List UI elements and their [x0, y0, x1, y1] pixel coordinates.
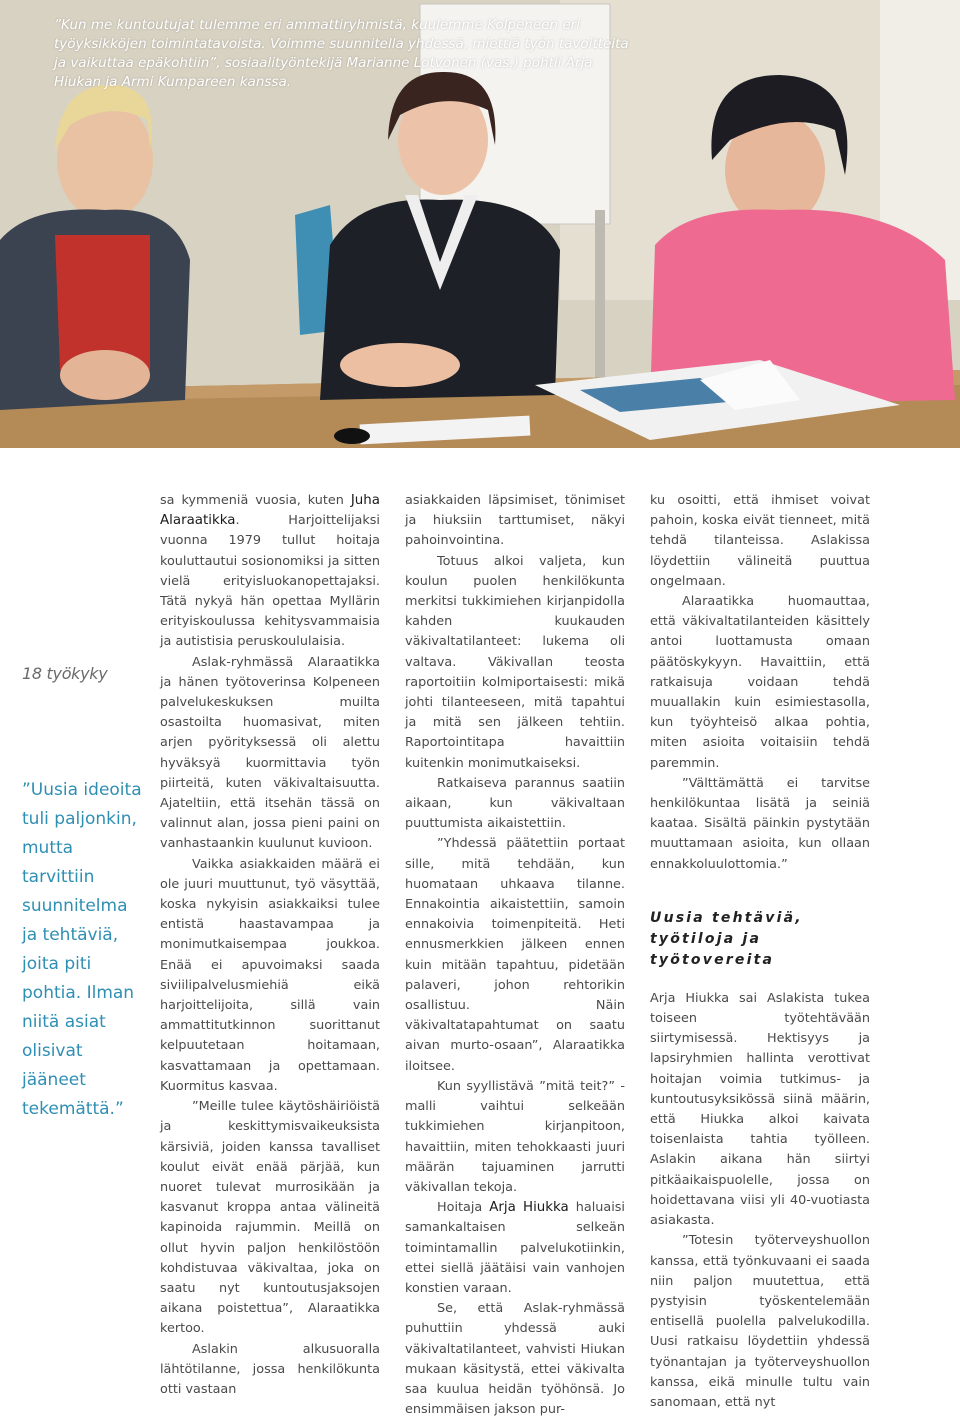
- text-run: . Harjoittelijaksi vuonna 1979 tullut hoitaja kouluttautui sosionomiksi ja sitten vielä erityisluokanopettajaksi. Tätä nykyä hän opettaa Myllärin erityiskoulussa kehitysvammaisia ja autistisia peruskoululaisia.: [160, 513, 380, 650]
- paragraph: ku osoitti, että ihmiset voivat pahoin, koska eivät tienneet, mitä tehdä tilanteissa. Aslakissa löydettiin välineitä puuttua ongelmaan.: [650, 493, 870, 589]
- paragraph: ”Välttämättä ei tarvitse henkilökuntaa lisätä ja seiniä kaataa. Sisältä päinkin pystytään muuttamaan asioita, kun ollaan ennakkoluulottomia.”: [650, 775, 870, 872]
- paragraph: Kun syyllistävä ”mitä teit?” -malli vaihtui selkeään tukkimiehen kirjanpitoon, havaittiin, miten tehokkaasti juuri määrän tajuaminen jarrutti väkivallan tekoja.: [405, 1078, 625, 1195]
- article-column-1: [160, 491, 380, 1400]
- article-column-2: [405, 491, 625, 1420]
- paragraph: Se, että Aslak-ryhmässä puhuttiin yhdessä auki väkivaltatilanteet, vahvisti Hiukan mukaan käsitystä, ettei väkivalta saa kuulua heidän työhönsä. Jo ensimmäisen jakson pur-: [405, 1301, 625, 1418]
- paragraph: asiakkaiden läpsimiset, tönimiset ja hiuksiin tarttumiset, näkyi pahoinvointina.: [405, 493, 625, 549]
- page-folio: 18 työkyky: [22, 664, 108, 683]
- paragraph: Alaraatikka huomauttaa, että väkivaltatilanteiden käsittely antoi luottamusta omaan päätöskykyyn. Havaittiin, että ratkaisuja voidaan tehdä muuallakin kuin esimiestasolla, kun työyhteisö alkaa pohtia, miten asioita voitaisiin tehdä paremmin.: [650, 594, 870, 771]
- paragraph: Totuus alkoi valjeta, kun koulun puolen henkilökunta merkitsi tukkimiehen kirjanpidolla kahden kuukauden väkivaltatilanteet: lukema oli valtava. Väkivallan teosta raportoitiin kolmiportaisesti: mikä johti tilanteeseen, mitä tapahtui ja mitä sen jälkeen tehtiin. Raportointitapa havaittiin kuitenkin monimutkaiseksi.: [405, 553, 625, 771]
- paragraph: Aslakin alkusuoralla lähtötilanne, jossa henkilökunta otti vastaan: [160, 1341, 380, 1397]
- paragraph: ”Totesin työterveyshuollon kanssa, että työnkuvaani ei saada niin paljon muutettua, että pystyisin työskentelemään entisellä puolella palvelukodilla. Uusi ratkaisu löydettiin yhdessä työnantajan ja työterveyshuollon kanssa, eikä minulle tultu vain sanomaan, että nyt: [650, 1233, 870, 1410]
- paragraph: Vaikka asiakkaiden määrä ei ole juuri muuttunut, työ väsyttää, koska nykyisin asiakkaiksi tulee entistä haastavampaa ja monimutkaisempaa joukkoa. Enää ei apuvoimaksi saada siviilipalvelusmiehiä eikä harjoittelijoita, sillä vain ammattitutkinnon suorittanut kelpuutetaan hoitamaan, kasvattamaan ja opettamaan. Kuormitus kasvaa.: [160, 856, 380, 1094]
- paragraph: Arja Hiukka sai Aslakista tukea toiseen työtehtävään siirtymisessä. Hektisyys ja lapsiryhmien hallinta verottivat hoitajan voimia tutkimus- ja kuntoutusyksikössä siinä määrin, että Hiukka alkoi kaivata toisenlaista tahtia työlleen. Aslakin aikana hän siirtyi pitkäaikaispuolelle, jossa on hoidettavana viisi yli 40-vuotiasta asiakasta.: [650, 990, 870, 1229]
- section-subheading: Uusia tehtäviä, työtiloja ja työtovereita: [650, 909, 803, 968]
- paragraph: [160, 491, 380, 653]
- paragraph: Ratkaiseva parannus saatiin aikaan, kun väkivaltaan puuttumista aikaistettiin.: [405, 775, 625, 832]
- text-run: Hoitaja: [437, 1200, 490, 1216]
- text-run: sa kymmeniä vuosia, kuten: [160, 493, 351, 508]
- person-name: Arja Hiukka: [489, 1200, 569, 1216]
- paragraph: ”Yhdessä päätettiin portaat sille, mitä tehdään, kun huomataan uhkaava tilanne. Ennakointia aikaistettiin, samoin ennakoivia toimenpiteitä. Heti ennusmerkkien jälkeen ennen kuin mitään tapahtuu, pidetään palaveri, johon rehtorikin osallistuu. Näin väkivaltatapahtumat on saatu aivan murto-osaan”, Alaraatikka iloitsee.: [405, 836, 625, 1074]
- paragraph: Aslak-ryhmässä Alaraatikka ja hänen työtoverinsa Kolpeneen palvelukeskuksen muilta osastoilta huomasivat, miten arjen pyörityksessä oli alettu hyväksyä kuormittavia työn piirteitä, kuten väkivaltaisuutta. Ajateltiin, että itsehän tässä on valinnut alan, jossa pieni paini on vanhastaankin kuulunut kuvioon.: [160, 654, 380, 852]
- photo-caption: ”Kun me kuntoutujat tulemme eri ammattiryhmistä, kuulemme Kolpeneen eri työyksikköjen toimintatavoista. Voimme suunnitella yhdessä, miettiä työn tavoitteita ja vaikuttaa epäkohtiin”, sosiaalityöntekijä Marianne Lotvonen (vas.) pohtii Arja Hiukan ja Armi Kumpareen kanssa.: [54, 17, 629, 90]
- paragraph: [405, 1198, 625, 1299]
- meeting-photo: [0, 0, 960, 448]
- person-name: Juha Alaraatikka: [160, 493, 380, 529]
- text-run: haluaisi samankaltaisen selkeän toimintamallin palvelukotiinkin, ettei siellä jäätäisi vain vanhojen konstien varaan.: [405, 1200, 625, 1296]
- article-column-3: [650, 491, 870, 1413]
- paragraph: ”Meille tulee käytöshäiriöistä ja keskittymisvaikeuksista kärsiviä, joiden kanssa tavalliset koulut eivät enää pärjää, kun nuoret tulevat murrosikään ja kasvanut kroppa antaa välineitä kapinoida rajummin. Meillä on ollut hyvin paljon henkilöstöön kohdistuvaa väkivaltaa, joka on saatu nyt kuntoutusjaksojen aikana poistettua”, Alaraatikka kertoo.: [160, 1099, 380, 1337]
- pull-quote: ”Uusia ideoita tuli paljonkin, mutta tarvittiin suunnitelma ja tehtäviä, joita piti pohtia. Ilman niitä asiat olisivat jääneet tekemättä.”: [22, 780, 142, 1119]
